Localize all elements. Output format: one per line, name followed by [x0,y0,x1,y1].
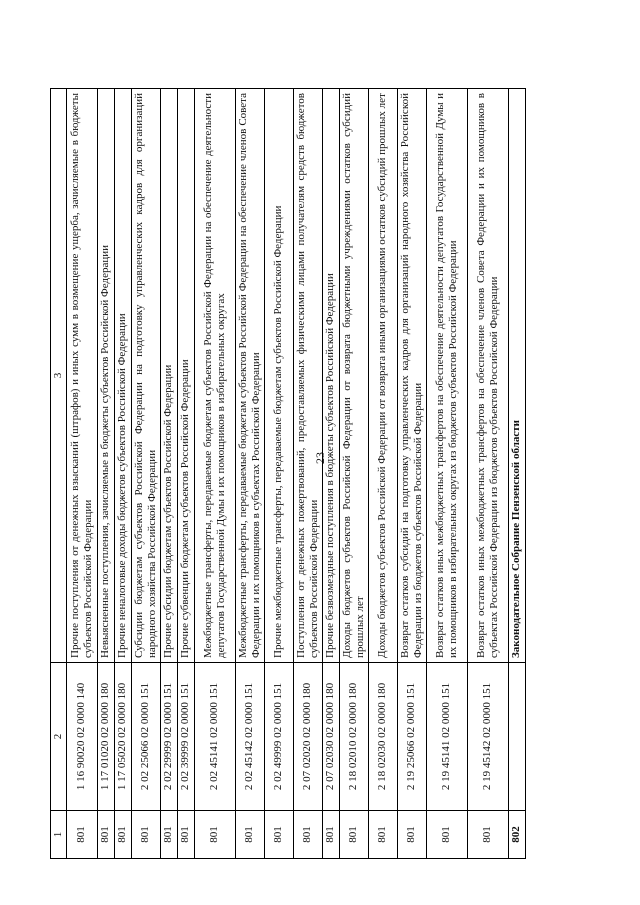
revenue-table-container [50,89,542,859]
revenue-name-cell: Межбюджетные трансферты, передаваемые бюджетам субъектов Российской Федерации на обеспечение деятельности депутатов Государственной Думы и их помощников в избирательных округах [194,89,235,663]
admin-code-cell: 801 [397,811,426,859]
revenue-name-cell: Невыясненные поступления, зачисляемые в бюджеты субъектов Российской Федерации [97,89,114,663]
header-col-2: 2 [51,663,67,811]
table-row [426,89,467,859]
budget-code-cell: 2 02 49999 02 0000 151 [264,663,293,811]
budget-code-cell [508,663,525,811]
admin-code-cell: 801 [322,811,339,859]
admin-code-cell: 801 [114,811,131,859]
budget-code-cell: 2 07 02020 02 0000 180 [293,663,322,811]
revenue-name-cell: Прочие субвенции бюджетам субъектов Российской Федерации [177,89,194,663]
budget-code-cell: 1 17 01020 02 0000 180 [97,663,114,811]
table-row [508,89,525,859]
table-row [131,89,160,859]
table-row [264,89,293,859]
revenue-name-cell: Прочие межбюджетные трансферты, передаваемые бюджетам субъектов Российской Федерации [264,89,293,663]
budget-code-cell: 2 19 45141 02 0000 151 [426,663,467,811]
revenue-name-cell: Возврат остатков субсидий на подготовку управленческих кадров для организаций народного хозяйства Российской Федерации из бюджетов субъектов Российской Федерации [397,89,426,663]
revenue-name-cell: Субсидии бюджетам субъектов Российской Федерации на подготовку управленческих кадров для организаций народного хозяйства Российской Федерации [131,89,160,663]
budget-code-cell: 1 17 05020 02 0000 180 [114,663,131,811]
revenue-name-cell: Прочие неналоговые доходы бюджетов субъектов Российской Федерации [114,89,131,663]
revenue-name-cell: Возврат остатков иных межбюджетных трансфертов на обеспечение деятельности депутатов Государственной Думы и их помощников в избирательных округах из бюджетов субъектов Российской Федерации [426,89,467,663]
table-header-row [51,89,67,859]
admin-code-cell: 801 [235,811,264,859]
budget-code-cell: 2 02 25066 02 0000 151 [131,663,160,811]
table-row [97,89,114,859]
admin-code-cell: 802 [508,811,525,859]
admin-code-cell: 801 [426,811,467,859]
budget-code-cell: 2 02 45141 02 0000 151 [194,663,235,811]
revenue-name-cell: Межбюджетные трансферты, передаваемые бюджетам субъектов Российской Федерации на обеспечение членов Совета Федерации и их помощников в субъектах Российской Федерации [235,89,264,663]
revenue-name-cell: Поступления от денежных пожертвований, предоставляемых физическими лицами получателям средств бюджетов субъектов Российской Федерации [293,89,322,663]
admin-code-cell: 801 [194,811,235,859]
header-col-1: 1 [51,811,67,859]
page-number: 23 [313,452,327,464]
admin-code-cell: 801 [131,811,160,859]
admin-code-cell: 801 [160,811,177,859]
admin-code-cell: 801 [467,811,508,859]
table-row [235,89,264,859]
table-row [397,89,426,859]
revenue-name-cell: Возврат остатков иных межбюджетных трансфертов на обеспечение членов Совета Федерации и их помощников в субъектах Российской Федерации из бюджетов субъектов Российской Федерации [467,89,508,663]
budget-code-cell: 2 02 45142 02 0000 151 [235,663,264,811]
revenue-name-cell: Законодательное Собрание Пензенской области [508,89,525,663]
table-row [194,89,235,859]
revenue-table [50,88,526,859]
table-row [160,89,177,859]
admin-code-cell: 801 [293,811,322,859]
budget-code-cell: 2 07 02030 02 0000 180 [322,663,339,811]
table-row [177,89,194,859]
admin-code-cell: 801 [97,811,114,859]
revenue-name-cell: Прочие поступления от денежных взысканий (штрафов) и иных сумм в возмещение ущерба, зачисляемые в бюджеты субъектов Российской Федерации [66,89,97,663]
budget-code-cell: 2 18 02030 02 0000 180 [368,663,397,811]
admin-code-cell: 801 [368,811,397,859]
table-row [66,89,97,859]
revenue-name-cell: Прочие безвозмездные поступления в бюджеты субъектов Российской Федерации [322,89,339,663]
revenue-name-cell: Доходы бюджетов субъектов Российской Федерации от возврата бюджетными учреждениями остатков субсидий прошлых лет [339,89,368,663]
header-col-3: 3 [51,89,67,663]
admin-code-cell: 801 [66,811,97,859]
budget-code-cell: 1 16 90020 02 0000 140 [66,663,97,811]
table-row [339,89,368,859]
revenue-name-cell: Доходы бюджетов субъектов Российской Федерации от возврата иными организациями остатков субсидий прошлых лет [368,89,397,663]
table-row [322,89,339,859]
admin-code-cell: 801 [339,811,368,859]
table-row [368,89,397,859]
admin-code-cell: 801 [264,811,293,859]
budget-code-cell: 2 02 39999 02 0000 151 [177,663,194,811]
budget-code-cell: 2 18 02010 02 0000 180 [339,663,368,811]
admin-code-cell: 801 [177,811,194,859]
budget-code-cell: 2 19 45142 02 0000 151 [467,663,508,811]
table-row [293,89,322,859]
revenue-name-cell: Прочие субсидии бюджетам субъектов Российской Федерации [160,89,177,663]
table-row [467,89,508,859]
budget-code-cell: 2 19 25066 02 0000 151 [397,663,426,811]
budget-code-cell: 2 02 29999 02 0000 151 [160,663,177,811]
table-row [114,89,131,859]
